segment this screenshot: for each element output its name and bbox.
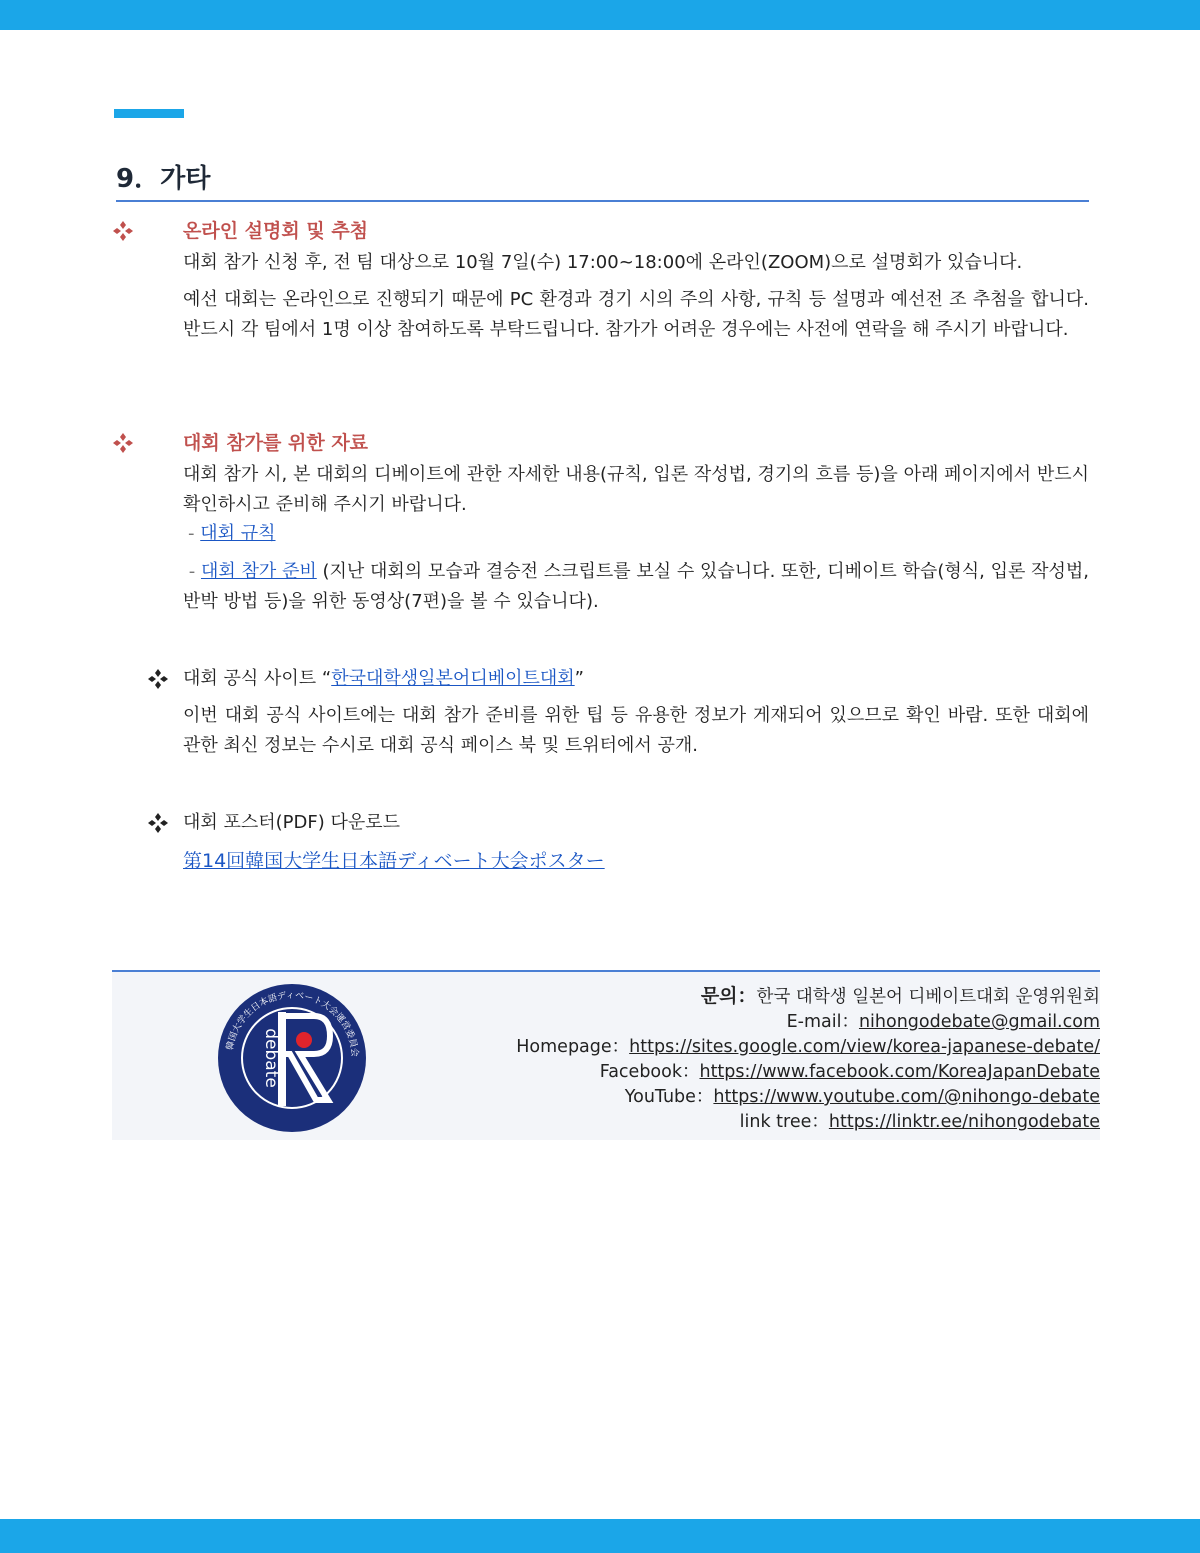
logo-outer-text: 韓国大学生日本語ディベート大会運営委員会 — [225, 990, 360, 1058]
youtube-label: YouTube： — [624, 1087, 714, 1107]
footer-rule — [112, 970, 1100, 972]
linktree-row — [516, 1110, 1100, 1135]
youtube-row — [516, 1085, 1100, 1110]
diamond-bullet-icon — [147, 668, 169, 690]
rules-link-line — [188, 519, 276, 549]
rules-link[interactable]: 대회 규칙 — [200, 523, 276, 544]
email-label: E-mail： — [786, 1012, 859, 1032]
materials-heading: 대회 참가를 위한 자료 — [183, 432, 369, 454]
dash: - — [188, 561, 196, 582]
diamond-bullet-icon — [112, 220, 134, 242]
homepage-label: Homepage： — [516, 1037, 630, 1057]
poster-link[interactable]: 第14回韓国大学生日本語ディベート大会ポスター — [183, 850, 605, 872]
materials-intro: 대회 참가 시, 본 대회의 디베이트에 관한 자세한 내용(규칙, 입론 작성법, 경기의 흐름 등)을 아래 페이지에서 반드시 확인하시고 준비해 주시기 바랍니다. — [183, 464, 1089, 515]
prep-link-para — [183, 557, 1089, 617]
logo-inner-text: debate — [261, 1028, 281, 1088]
online-line1: 대회 참가 신청 후, 전 팀 대상으로 10월 7일(수) 17:00~18:00에 온라인(ZOOM)으로 설명회가 있습니다. — [183, 252, 1023, 273]
site-suffix: ” — [574, 668, 584, 689]
diamond-bullet-icon — [112, 432, 134, 454]
site-prefix: 대회 공식 사이트 “ — [183, 668, 332, 689]
inquiry-value: 한국 대학생 일본어 디베이트대회 운영위원회 — [756, 987, 1100, 1007]
bottom-bar — [0, 1519, 1200, 1553]
email-row — [516, 1010, 1100, 1035]
email-link[interactable]: nihongodebate@gmail.com — [858, 1012, 1100, 1032]
dash: - — [188, 523, 195, 544]
inquiry-label: 문의： — [700, 985, 757, 1007]
poster-link-line — [183, 846, 605, 876]
facebook-label: Facebook： — [599, 1062, 700, 1082]
top-bar — [0, 0, 1200, 30]
accent-bar — [114, 109, 184, 118]
linktree-link[interactable]: https://linktr.ee/nihongodebate — [828, 1112, 1100, 1132]
site-line — [183, 664, 584, 694]
online-para2: 예선 대회는 온라인으로 진행되기 때문에 PC 환경과 경기 시의 주의 사항, 규칙 등 설명과 예선전 조 추첨을 합니다. 반드시 각 팀에서 1명 이상 참여하도록 부탁드립니다. 참가가 어려운 경우에는 사전에 연락을 해 주시기 바랍니다. — [183, 289, 1089, 340]
facebook-row — [516, 1060, 1100, 1085]
homepage-link[interactable]: https://sites.google.com/view/korea-japanese-debate/ — [629, 1037, 1100, 1057]
site-desc: 이번 대회 공식 사이트에는 대회 참가 준비를 위한 팁 등 유용한 정보가 게재되어 있으므로 확인 바람. 또한 대회에 관한 최신 정보는 수시로 대회 공식 페이스 북 및 트위터에서 공개. — [183, 705, 1089, 756]
youtube-link[interactable]: https://www.youtube.com/@nihongo-debate — [713, 1087, 1100, 1107]
prep-link[interactable]: 대회 참가 준비 — [200, 561, 317, 582]
committee-logo — [216, 982, 368, 1134]
section-title: 9．가타 — [116, 164, 211, 194]
online-heading: 온라인 설명회 및 추첨 — [183, 220, 369, 242]
inquiry-row — [516, 984, 1100, 1010]
title-rule — [116, 200, 1089, 202]
contact-info — [516, 984, 1100, 1135]
homepage-row — [516, 1035, 1100, 1060]
prep-link-desc: (지난 대회의 모습과 결승전 스크립트를 보실 수 있습니다. 또한, 디베이트 학습(형식, 입론 작성법, 반박 방법 등)을 위한 동영상(7편)을 볼 수 있습니다). — [183, 561, 1089, 612]
poster-label: 대회 포스터(PDF) 다운로드 — [183, 812, 401, 833]
facebook-link[interactable]: https://www.facebook.com/KoreaJapanDebate — [699, 1062, 1100, 1082]
site-link[interactable]: 한국대학생일본어디베이트대회 — [331, 668, 575, 689]
linktree-label: link tree： — [739, 1112, 829, 1132]
diamond-bullet-icon — [147, 812, 169, 834]
